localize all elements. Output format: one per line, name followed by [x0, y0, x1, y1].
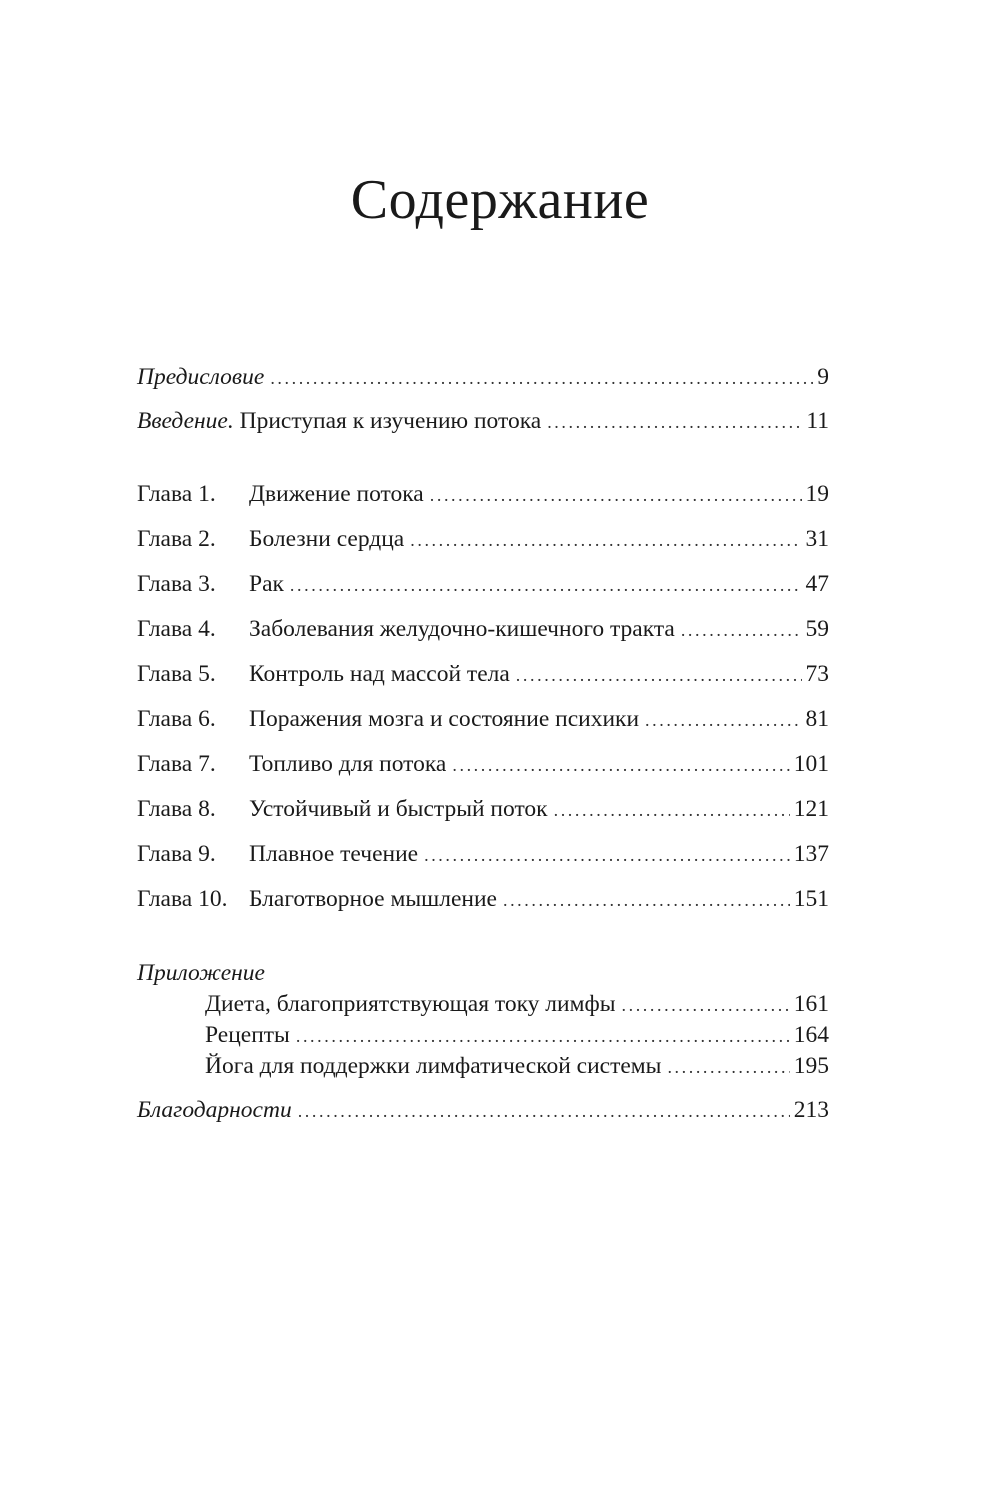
toc-entry-title: [137, 410, 541, 434]
dot-leader: [290, 576, 802, 594]
chapter-label: Глава 1.: [137, 481, 216, 507]
appendix-item-title: Йога для поддержки лимфатической системы: [205, 1053, 662, 1079]
toc-page-number: 195: [793, 1053, 829, 1079]
chapter-label: Глава 8.: [137, 796, 216, 822]
toc-page-number: 31: [805, 526, 829, 552]
chapter-title: Топливо для потока: [249, 751, 447, 777]
chapter-label: Глава 4.: [137, 616, 216, 642]
chapter-title: Устойчивый и быстрый поток: [249, 796, 548, 822]
chapter-title: Рак: [249, 571, 284, 597]
toc-entry-appendix-yoga[interactable]: [205, 1055, 829, 1085]
dot-leader: [554, 801, 790, 819]
dot-leader: [452, 756, 789, 774]
toc-entry-appendix-diet[interactable]: [205, 993, 829, 1023]
dot-leader: [681, 621, 802, 639]
chapter-title: Благотворное мышление: [249, 886, 497, 912]
toc-entry-chapter-8[interactable]: [137, 798, 829, 828]
toc-entry-introduction[interactable]: [137, 410, 829, 440]
chapter-label: Глава 5.: [137, 661, 216, 687]
toc-page-number: 9: [817, 364, 829, 390]
appendix-item-title: Рецепты: [205, 1022, 290, 1048]
toc-page-number: 161: [793, 991, 829, 1017]
chapter-label: Глава 3.: [137, 571, 216, 597]
chapter-title: Болезни сердца: [249, 526, 405, 552]
toc-page-number: 73: [805, 661, 829, 687]
toc-entry-chapter-10[interactable]: [137, 888, 829, 918]
toc-entry-chapter-5[interactable]: [137, 663, 829, 693]
toc-entry-chapter-1[interactable]: [137, 483, 829, 513]
toc-page-number: 47: [805, 571, 829, 597]
toc-entry-text: Приступая к изучению потока: [239, 408, 542, 434]
dot-leader: [296, 1027, 790, 1045]
dot-leader: [410, 531, 801, 549]
dot-leader: [503, 891, 790, 909]
toc-page-number: 121: [793, 796, 829, 822]
toc-page-number: 19: [805, 481, 829, 507]
appendix-item-title: Диета, благоприятствующая току лимфы: [205, 991, 616, 1017]
appendix-heading: Приложение: [137, 960, 265, 986]
chapter-label: Глава 9.: [137, 841, 216, 867]
dot-leader: [270, 369, 813, 387]
toc-entry-chapter-7[interactable]: [137, 753, 829, 783]
toc-page-number: 81: [805, 706, 829, 732]
dot-leader: [516, 666, 802, 684]
chapter-label: Глава 6.: [137, 706, 216, 732]
toc-page-number: 137: [793, 841, 829, 867]
toc-page-number: 213: [793, 1097, 829, 1123]
chapter-title: Движение потока: [249, 481, 424, 507]
toc-page-number: 151: [793, 886, 829, 912]
toc-entry-preface[interactable]: [137, 366, 829, 396]
toc-page-number: 101: [793, 751, 829, 777]
toc-entry-label: Введение.: [137, 408, 234, 434]
chapter-label: Глава 2.: [137, 526, 216, 552]
dot-leader: [424, 846, 790, 864]
toc-entry-label: Благодарности: [137, 1097, 292, 1123]
chapter-label: Глава 7.: [137, 751, 216, 777]
chapter-title: Поражения мозга и состояние психики: [249, 706, 640, 732]
chapter-title: Заболевания желудочно-кишечного тракта: [249, 616, 675, 642]
toc-entry-chapter-9[interactable]: [137, 843, 829, 873]
toc-page-number: 11: [806, 408, 829, 434]
chapter-label: Глава 10.: [137, 886, 228, 912]
toc-entry-chapter-3[interactable]: [137, 573, 829, 603]
dot-leader: [298, 1102, 790, 1120]
page-title: Содержание: [350, 169, 650, 231]
toc-page-number: 164: [793, 1022, 829, 1048]
dot-leader: [547, 413, 802, 431]
toc-entry-chapter-4[interactable]: [137, 618, 829, 648]
dot-leader: [622, 996, 790, 1014]
toc-page-number: 59: [805, 616, 829, 642]
dot-leader: [430, 486, 802, 504]
dot-leader: [645, 711, 801, 729]
toc-entry-chapter-6[interactable]: [137, 708, 829, 738]
dot-leader: [667, 1058, 789, 1076]
toc-entry-appendix-recipes[interactable]: [205, 1024, 829, 1054]
chapter-title: Плавное течение: [249, 841, 419, 867]
chapter-title: Контроль над массой тела: [249, 661, 510, 687]
toc-entry-acknowledgements[interactable]: [137, 1099, 829, 1129]
toc-entry-chapter-2[interactable]: [137, 528, 829, 558]
toc-entry-label: Предисловие: [137, 364, 265, 390]
